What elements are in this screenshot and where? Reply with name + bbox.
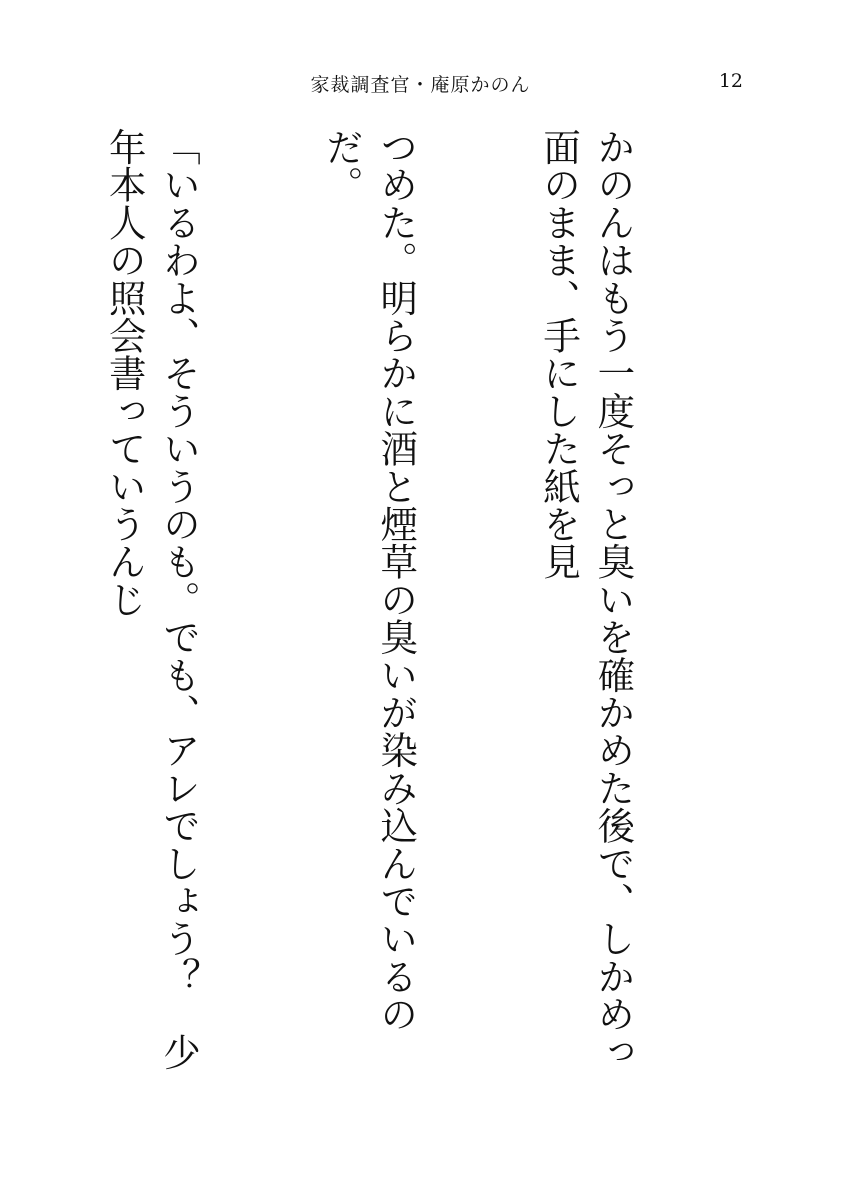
vertical-body-text (89, 128, 749, 1103)
page-header (0, 70, 841, 100)
running-title: 家裁調査官・庵原かのん (310, 74, 531, 96)
text-column: かのんはもう一度そっと臭いを確かめた後で、しかめっ面のまま、手にした紙を見 (537, 128, 636, 1071)
text-column: つめた。明らかに酒と煙草の臭いが染み込んでいるのだ。 (319, 128, 419, 1033)
page-number: 12 (718, 70, 743, 92)
text-column: 「いるわよ、そういうのも。でも、アレでしょう？ 少年本人の照会書っていうんじ (102, 128, 202, 1071)
